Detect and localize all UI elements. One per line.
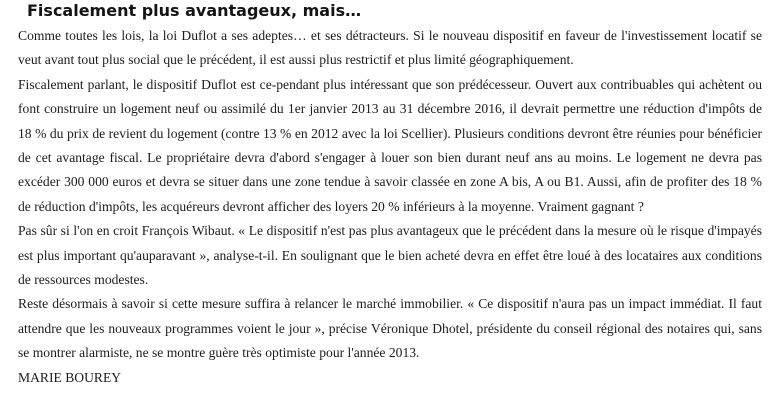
paragraph-fiscal: Fiscalement parlant, le dispositif Duflot est ce-pendant plus intéressant que son prédécesseur. Ouvert aux contribuables qui achètent ou font construire un logement neuf ou assimilé du 1er janvier 2013 au 31 décembre 2016, il devrait permettre une réduction d'impôts de 18 % du prix de revient du logement (contre 13 % en 2012 avec la loi Scellier). Plusieurs conditions devront être réunies pour bénéficier de cet avantage fiscal. Le propriétaire devra d'abord s'engager à louer son bien durant neuf ans au moins. Le logement ne devra pas excéder 300 000 euros et devra se situer dans une zone tendue à savoir classée en zone A bis, A ou B1. Aussi, afin de profiter des 18 % de réduction d'impôts, les acquéreurs devront afficher des loyers 20 % inférieurs à la moyenne. Vraiment gagnant ? bbox=[18, 76, 762, 214]
paragraph-intro: Comme toutes les lois, la loi Duflot a ses adeptes… et ses détracteurs. Si le nouveau dispositif en faveur de l'investissement locatif se veut avant tout plus social que le précédent, il est aussi plus restrictif et plus limité géographiquement. bbox=[18, 28, 762, 68]
paragraph-quote: Pas sûr si l'on en croit François Wibaut. « Le dispositif n'est pas plus avantageux que le précédent dans la mesure où le risque d'impayés est plus important qu'auparavant », analyse-t-il. En soulignant que le bien acheté devra en effet être loué à des locataires aux conditions de ressources modestes. bbox=[18, 223, 762, 288]
author-byline: MARIE BOUREY bbox=[18, 369, 122, 385]
article-title: Fiscalement plus avantageux, mais… bbox=[27, 1, 362, 20]
article-body bbox=[18, 24, 762, 390]
paragraph-conclusion: Reste désormais à savoir si cette mesure suffira à relancer le marché immobilier. « Ce dispositif n'aura pas un impact immédiat. Il faut attendre que les nouveaux programmes voient le jour », précise Véronique Dhotel, présidente du conseil régional des notaires qui, sans se montrer alarmiste, ne se montre guère très optimiste pour l'année 2013. bbox=[18, 296, 762, 361]
